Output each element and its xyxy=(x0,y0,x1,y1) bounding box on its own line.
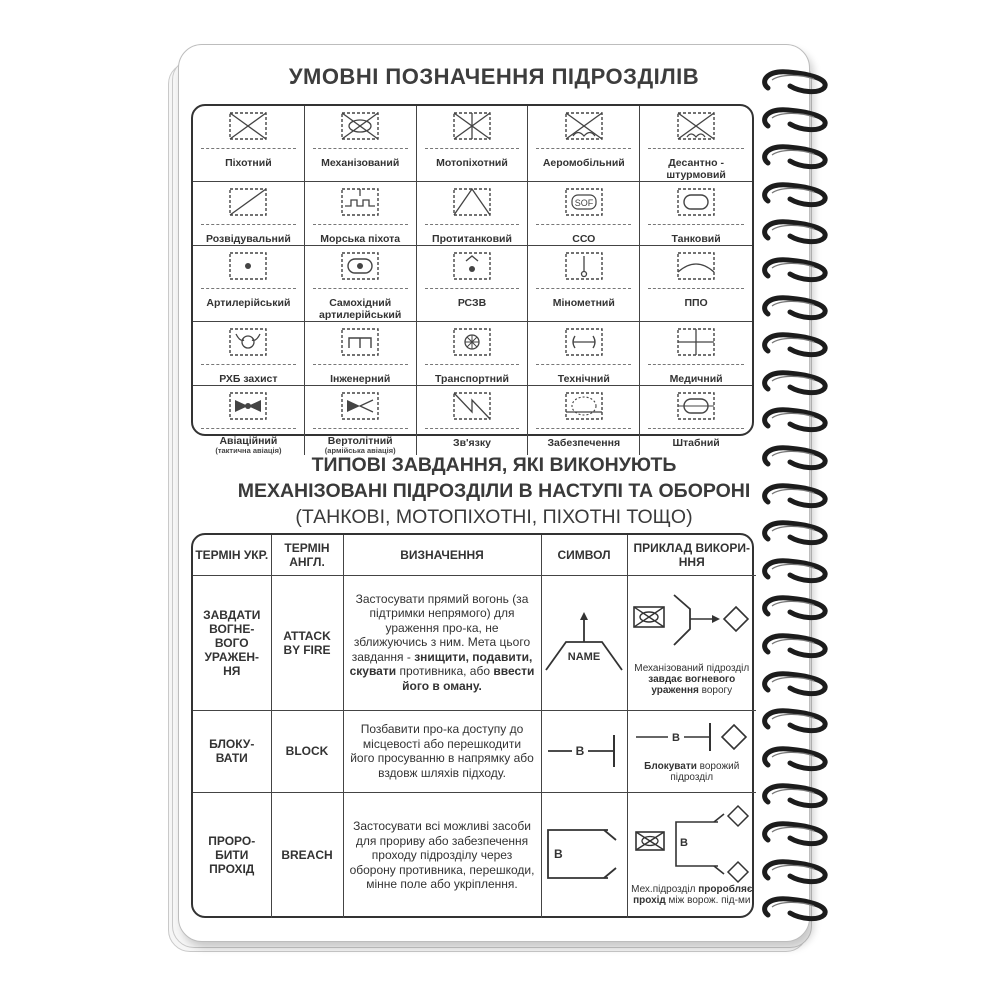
divider xyxy=(313,148,408,149)
header-definition: ВИЗНАЧЕННЯ xyxy=(343,535,541,575)
attack-by-fire-symbol xyxy=(541,575,627,710)
symbol-cell xyxy=(193,246,305,322)
header-term-eng: ТЕРМІН АНГЛ. xyxy=(271,535,343,575)
symbol-name-label: NAME xyxy=(567,650,601,663)
binding-ring xyxy=(760,592,830,622)
symbol-label: Забезпечення xyxy=(547,437,621,449)
aviation-icon xyxy=(225,390,271,429)
divider xyxy=(648,148,744,149)
symbol-cell xyxy=(193,386,305,455)
symbol-label: Мотопіхотний xyxy=(436,157,508,169)
header-term-ukr: ТЕРМІН УКР. xyxy=(193,535,271,575)
symbol-cell xyxy=(305,106,417,182)
self-propelled-artillery-icon xyxy=(337,250,383,289)
example-caption: Блокувати ворожий підрозділ xyxy=(644,761,740,783)
sustainment-icon xyxy=(561,390,607,429)
binding-ring xyxy=(760,893,830,923)
symbol-label: Розвідувальний xyxy=(206,233,291,245)
binding-ring xyxy=(760,818,830,848)
reconnaissance-icon xyxy=(225,186,271,225)
air-defense-icon xyxy=(673,250,719,289)
binding-ring xyxy=(760,668,830,698)
definition: Застосувати всі можливі засоби для прориву або забезпечення проходу підрозділу через оборону противника, перешкоди, мінне поле або укріплення. xyxy=(343,792,541,918)
divider xyxy=(201,148,296,149)
symbol-label: Танковий xyxy=(671,233,721,245)
engineer-icon xyxy=(337,326,383,365)
symbol-label: Медичний xyxy=(669,373,723,385)
tasks-table xyxy=(191,533,754,918)
symbol-label: ССО xyxy=(572,233,596,245)
symbol-cell xyxy=(305,386,417,455)
divider xyxy=(648,428,744,429)
maintenance-icon xyxy=(561,326,607,365)
binding-ring xyxy=(760,780,830,810)
term-ukr: ЗАВДАТИ ВОГНЕ- ВОГО УРАЖЕН- НЯ xyxy=(193,575,271,710)
divider xyxy=(425,224,520,225)
artillery-icon xyxy=(225,250,271,289)
divider xyxy=(425,288,520,289)
divider xyxy=(648,224,744,225)
binding-ring xyxy=(760,104,830,134)
divider xyxy=(313,428,408,429)
divider xyxy=(536,288,631,289)
symbol-label: Аеромобільний xyxy=(542,157,625,169)
symbol-label: Самохідний артилерійський xyxy=(319,297,402,321)
divider xyxy=(313,364,408,365)
divider xyxy=(313,224,408,225)
binding-ring xyxy=(760,705,830,735)
definition: Застосувати прямий вогонь (за підтримки непрямого) для ураження про-ка, не зближуючись з ним. Мета цього завдання - знищити, подавити, скувати противника, або ввести його в оману. xyxy=(343,575,541,710)
helicopter-icon xyxy=(337,390,383,429)
symbol-cell xyxy=(193,322,305,386)
divider xyxy=(536,364,631,365)
table-row xyxy=(193,575,756,710)
infantry-icon xyxy=(225,110,271,149)
symbols-title: УМОВНІ ПОЗНАЧЕННЯ ПІДРОЗДІЛІВ xyxy=(288,64,700,89)
symbol-label: Механізований xyxy=(321,157,400,169)
symbol-label: Мінометний xyxy=(552,297,615,309)
binding-ring xyxy=(760,555,830,585)
symbol-label: Вертолітний xyxy=(327,435,393,447)
symbol-cell xyxy=(640,322,752,386)
symbol-b-label: B xyxy=(575,744,585,758)
example xyxy=(627,575,756,710)
divider xyxy=(201,288,296,289)
table-row xyxy=(193,710,756,792)
divider xyxy=(201,224,296,225)
symbol-cell xyxy=(193,106,305,182)
symbol-cell xyxy=(640,246,752,322)
breach-symbol xyxy=(541,792,627,918)
air-assault-icon xyxy=(673,110,719,149)
symbol-cell xyxy=(417,322,529,386)
symbol-label: Інженерний xyxy=(330,373,391,385)
symbol-label: Протитанковий xyxy=(432,233,512,245)
transport-icon xyxy=(449,326,495,365)
symbol-label: Технічний xyxy=(557,373,610,385)
divider xyxy=(536,148,631,149)
definition: Позбавити про-ка доступу до місцевості або перешкодити його просуванню в напрямку або вздовж шляхів підходу. xyxy=(343,710,541,792)
headquarters-icon xyxy=(673,390,719,429)
example-b-label: B xyxy=(671,732,680,744)
table-row xyxy=(193,792,756,918)
symbol-cell xyxy=(417,106,529,182)
symbol-cell xyxy=(305,322,417,386)
cbrn-icon xyxy=(225,326,271,365)
header-example: ПРИКЛАД ВИКОРИ-ННЯ xyxy=(627,535,756,575)
symbol-cell xyxy=(640,106,752,182)
symbol-label: ППО xyxy=(684,297,708,309)
example-b-label: B xyxy=(679,837,688,850)
symbol-cell xyxy=(417,246,529,322)
symbol-label: Артилерійський xyxy=(206,297,291,309)
term-eng: ATTACK BY FIRE xyxy=(271,575,343,710)
symbol-cell xyxy=(417,386,529,455)
binding-ring xyxy=(760,743,830,773)
divider xyxy=(536,428,631,429)
symbol-label: Морська піхота xyxy=(320,233,401,245)
signal-icon xyxy=(449,390,495,429)
symbol-cell xyxy=(193,182,305,246)
divider xyxy=(313,288,408,289)
binding-ring xyxy=(760,367,830,397)
divider xyxy=(648,288,744,289)
table-header-row xyxy=(193,535,756,575)
sof-icon xyxy=(561,186,607,225)
binding-ring xyxy=(760,404,830,434)
divider xyxy=(536,224,631,225)
divider xyxy=(648,364,744,365)
divider xyxy=(425,428,520,429)
symbol-label: Зв'язку xyxy=(453,437,491,449)
binding-ring xyxy=(760,329,830,359)
term-ukr: ПРОРО- БИТИ ПРОХІД xyxy=(193,792,271,918)
tasks-title xyxy=(178,452,810,530)
symbol-cell xyxy=(305,182,417,246)
symbol-label: Піхотний xyxy=(225,157,272,169)
symbol-label: Десантно - штурмовий xyxy=(666,157,726,181)
symbol-sublabel: (тактична авіація) xyxy=(215,446,282,455)
symbol-label: Транспортний xyxy=(435,373,509,385)
example xyxy=(627,792,756,918)
divider xyxy=(425,364,520,365)
symbol-cell xyxy=(640,182,752,246)
header-symbol: СИМВОЛ xyxy=(541,535,627,575)
tasks-title-line3: (ТАНКОВІ, МОТОПІХОТНІ, ПІХОТНІ ТОЩО) xyxy=(295,506,693,528)
symbol-cell xyxy=(528,182,640,246)
example-caption: Мех.підрозділ проробляє прохід між ворож. під-ми xyxy=(631,884,753,907)
binding-ring xyxy=(760,292,830,322)
binding-ring xyxy=(760,856,830,886)
example-caption: Механізований підрозділ завдає вогневого ураження ворогу xyxy=(634,663,750,696)
symbol-label: Авіаційний xyxy=(219,435,278,447)
tasks-title-line2: МЕХАНІЗОВАНІ ПІДРОЗДІЛИ В НАСТУПІ ТА ОБОРОНІ xyxy=(237,480,751,502)
binding-ring xyxy=(760,216,830,246)
armor-icon xyxy=(673,186,719,225)
mechanized-icon xyxy=(337,110,383,149)
mortar-icon xyxy=(561,250,607,289)
airmobile-icon xyxy=(561,110,607,149)
divider xyxy=(425,148,520,149)
symbol-cell xyxy=(528,246,640,322)
symbol-cell xyxy=(528,106,640,182)
symbol-cell xyxy=(528,386,640,455)
marine-icon xyxy=(337,186,383,225)
symbol-cell xyxy=(305,246,417,322)
mlrs-icon xyxy=(449,250,495,289)
symbols-panel xyxy=(191,104,754,455)
term-eng: BLOCK xyxy=(271,710,343,792)
symbol-cell xyxy=(528,322,640,386)
antitank-icon xyxy=(449,186,495,225)
symbol-b-label: B xyxy=(554,847,563,862)
example xyxy=(627,710,756,792)
term-eng: BREACH xyxy=(271,792,343,918)
symbol-label: Штабний xyxy=(672,437,720,449)
binding-ring xyxy=(760,630,830,660)
symbol-label: РСЗВ xyxy=(457,297,487,309)
term-ukr: БЛОКУ- ВАТИ xyxy=(193,710,271,792)
symbol-cell xyxy=(640,386,752,455)
divider xyxy=(201,364,296,365)
binding-ring xyxy=(760,141,830,171)
sof-text: SOF xyxy=(574,198,594,208)
symbols-grid xyxy=(193,106,752,455)
block-symbol xyxy=(541,710,627,792)
motorized-infantry-icon xyxy=(449,110,495,149)
divider xyxy=(201,428,296,429)
symbol-cell xyxy=(417,182,529,246)
binding-ring xyxy=(760,179,830,209)
tasks-title-line1: ТИПОВІ ЗАВДАННЯ, ЯКІ ВИКОНУЮТЬ xyxy=(311,454,677,476)
binding-ring xyxy=(760,254,830,284)
symbol-sublabel: (армійська авіація) xyxy=(324,446,396,455)
symbol-label: РХБ захист xyxy=(219,373,278,385)
medical-icon xyxy=(673,326,719,365)
